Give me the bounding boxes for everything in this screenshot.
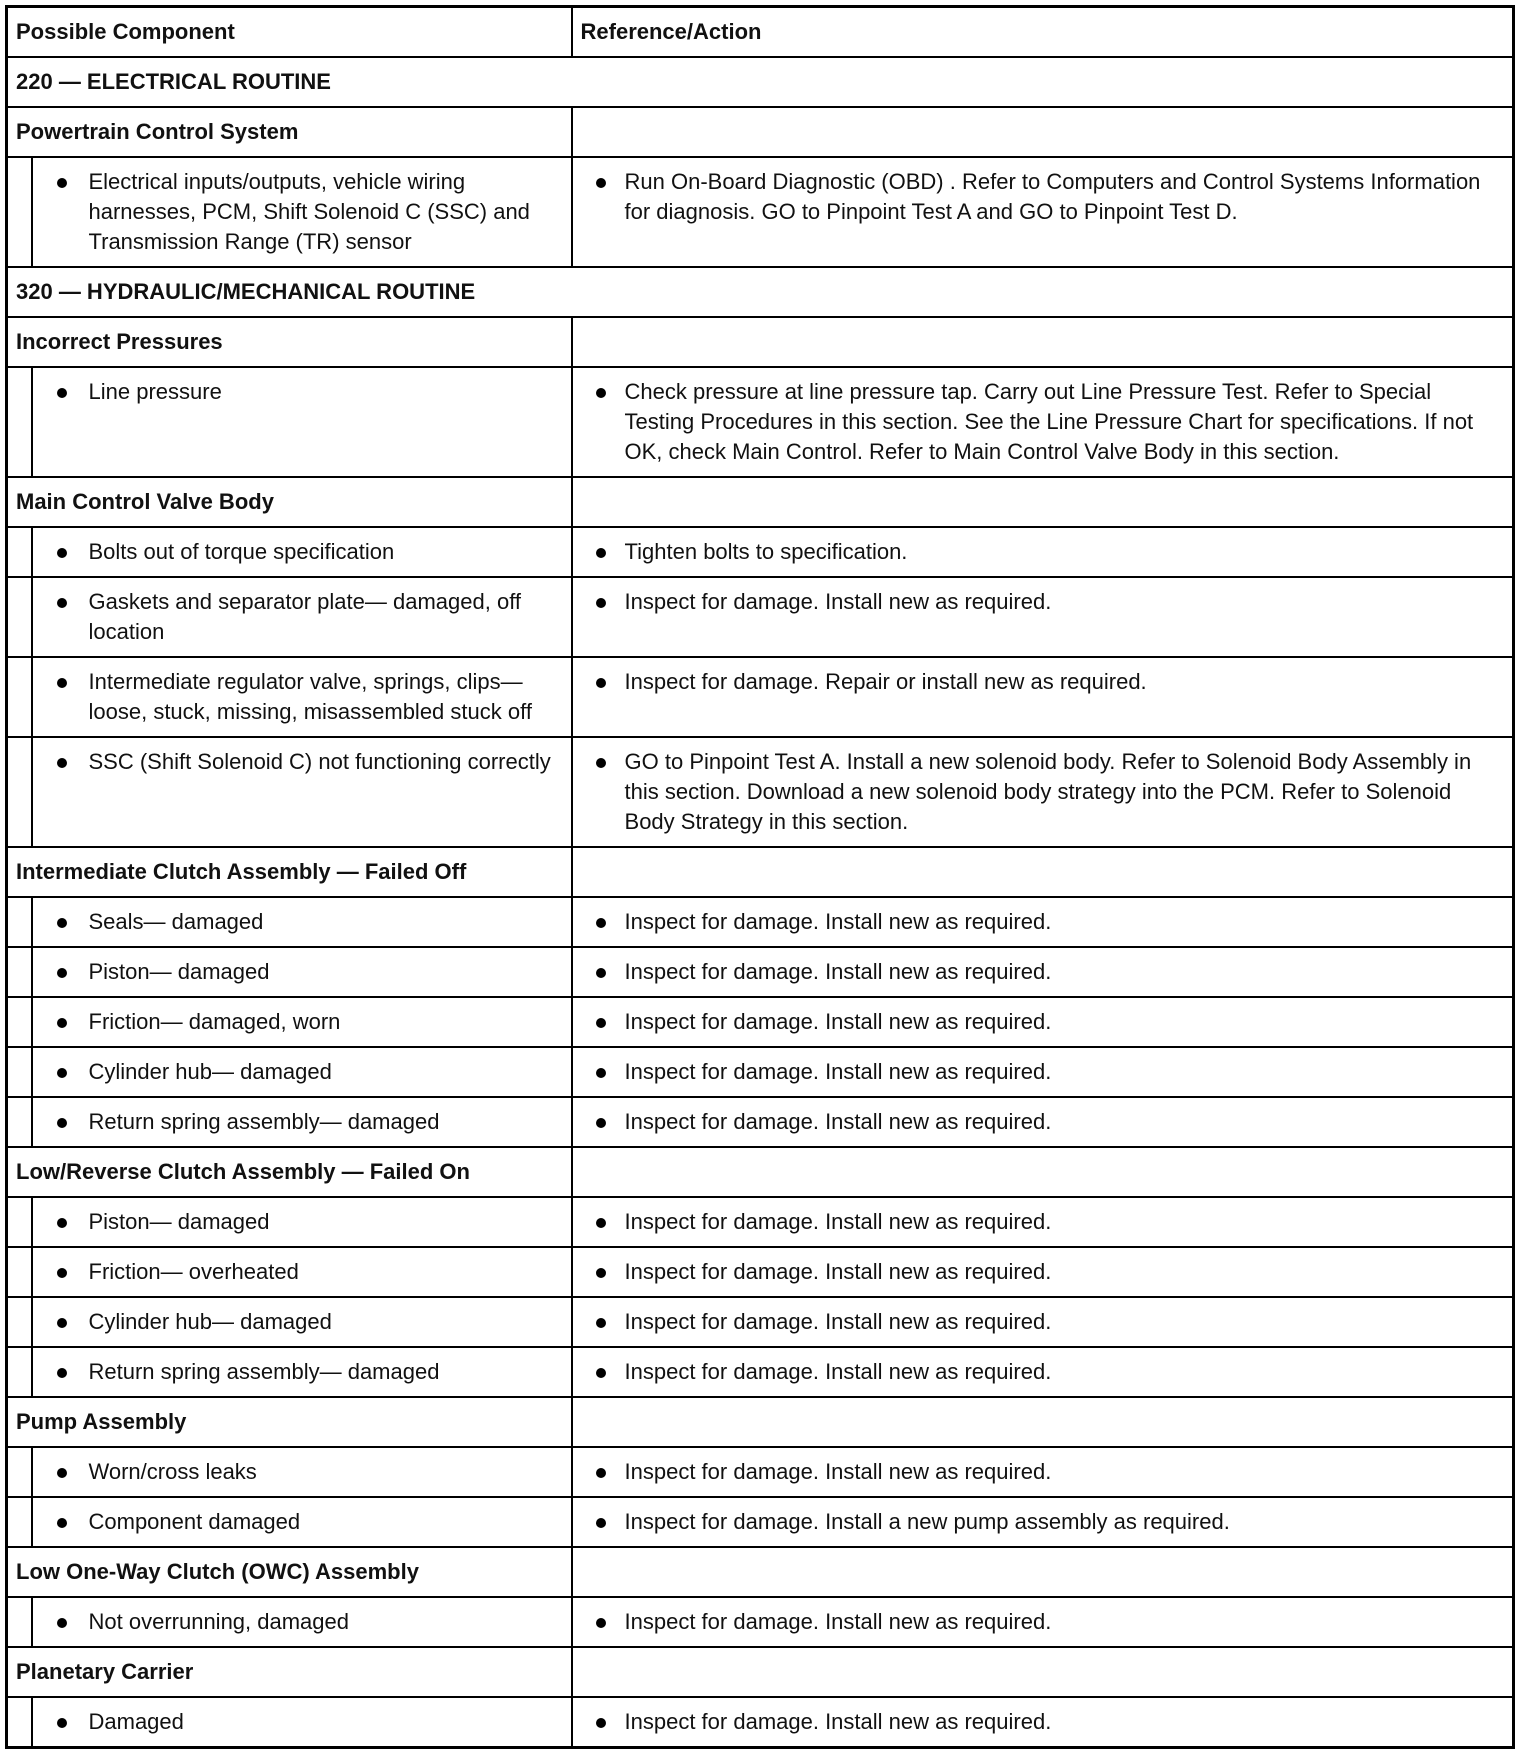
empty-cell [572, 1647, 1514, 1697]
component-group-title: Pump Assembly [7, 1397, 572, 1447]
action-cell [572, 527, 1514, 577]
table-row-group [7, 107, 1514, 157]
bullet-text: Inspect for damage. Install new as required. [624, 1709, 1052, 1734]
table-row-item [7, 1597, 1514, 1647]
table-row-item [7, 1247, 1514, 1297]
bullet-text: Inspect for damage. Install new as required. [624, 909, 1052, 934]
component-group-title: Main Control Valve Body [7, 477, 572, 527]
component-group-title: Intermediate Clutch Assembly — Failed Off [7, 847, 572, 897]
bullet-item [41, 587, 563, 647]
bullet-text: Inspect for damage. Install new as required. [624, 1009, 1052, 1034]
empty-cell [572, 317, 1514, 367]
component-cell [32, 1047, 572, 1097]
indent-cell [7, 997, 32, 1047]
indent-cell [7, 1497, 32, 1547]
component-cell [32, 947, 572, 997]
bullet-icon [57, 1468, 67, 1478]
table-row-group [7, 1547, 1514, 1597]
component-cell [32, 1497, 572, 1547]
table-row-item [7, 1097, 1514, 1147]
bullet-text: Line pressure [88, 379, 222, 404]
bullet-icon [596, 1718, 606, 1728]
indent-cell [7, 1447, 32, 1497]
bullet-item [581, 1607, 1504, 1637]
table-row-item [7, 157, 1514, 267]
action-cell [572, 947, 1514, 997]
bullet-text: Inspect for damage. Install new as required. [624, 1209, 1052, 1234]
component-cell [32, 1347, 572, 1397]
table-body [7, 57, 1514, 1748]
indent-cell [7, 947, 32, 997]
bullet-text: SSC (Shift Solenoid C) not functioning correctly [88, 749, 551, 774]
action-cell [572, 1047, 1514, 1097]
bullet-icon [57, 918, 67, 928]
bullet-item [41, 1207, 563, 1237]
bullet-item [581, 1057, 1504, 1087]
bullet-item [581, 1107, 1504, 1137]
bullet-icon [596, 1218, 606, 1228]
component-cell [32, 1097, 572, 1147]
indent-cell [7, 737, 32, 847]
action-cell [572, 577, 1514, 657]
table-row-item [7, 1697, 1514, 1748]
bullet-item [41, 1707, 563, 1737]
indent-cell [7, 577, 32, 657]
bullet-text: Damaged [88, 1709, 184, 1734]
bullet-icon [596, 1118, 606, 1128]
bullet-text: Inspect for damage. Install new as required. [624, 1309, 1052, 1334]
empty-cell [572, 847, 1514, 897]
indent-cell [7, 1047, 32, 1097]
bullet-item [581, 167, 1504, 227]
bullet-text: Cylinder hub— damaged [88, 1309, 332, 1334]
indent-cell [7, 1597, 32, 1647]
action-cell [572, 1697, 1514, 1748]
table-row-item [7, 1347, 1514, 1397]
bullet-icon [57, 388, 67, 398]
component-cell [32, 527, 572, 577]
action-cell [572, 157, 1514, 267]
table-row-item [7, 1047, 1514, 1097]
table-row-group [7, 1647, 1514, 1697]
bullet-item [581, 1307, 1504, 1337]
bullet-text: Inspect for damage. Install new as required. [624, 959, 1052, 984]
bullet-item [41, 167, 563, 257]
table-row-item [7, 1497, 1514, 1547]
bullet-icon [596, 918, 606, 928]
table-row-item [7, 947, 1514, 997]
bullet-item [581, 1707, 1504, 1737]
bullet-item [41, 1507, 563, 1537]
bullet-text: Inspect for damage. Install new as required. [624, 589, 1052, 614]
bullet-icon [596, 1318, 606, 1328]
component-cell [32, 157, 572, 267]
bullet-text: Return spring assembly— damaged [88, 1359, 440, 1384]
bullet-text: Inspect for damage. Install new as required. [624, 1359, 1052, 1384]
component-cell [32, 1247, 572, 1297]
bullet-icon [57, 968, 67, 978]
action-cell [572, 1497, 1514, 1547]
component-cell [32, 657, 572, 737]
table-row-item [7, 1197, 1514, 1247]
indent-cell [7, 1197, 32, 1247]
bullet-text: Return spring assembly— damaged [88, 1109, 440, 1134]
indent-cell [7, 1247, 32, 1297]
bullet-text: Check pressure at line pressure tap. Carry out Line Pressure Test. Refer to Special Testing Procedures in this section. See the Line Pressure Chart for specifications. If not OK, check Main Control. Refer to Main Control Valve Body in this section. [624, 379, 1474, 464]
table-row-section [7, 57, 1514, 107]
bullet-icon [596, 1018, 606, 1028]
table-row-item [7, 577, 1514, 657]
bullet-item [581, 747, 1504, 837]
bullet-text: Tighten bolts to specification. [624, 539, 908, 564]
bullet-item [41, 1007, 563, 1037]
bullet-icon [57, 1318, 67, 1328]
action-cell [572, 1597, 1514, 1647]
indent-cell [7, 157, 32, 267]
bullet-item [41, 1457, 563, 1487]
action-cell [572, 737, 1514, 847]
bullet-item [41, 957, 563, 987]
empty-cell [572, 477, 1514, 527]
bullet-icon [57, 1268, 67, 1278]
bullet-icon [57, 1018, 67, 1028]
bullet-icon [57, 758, 67, 768]
empty-cell [572, 107, 1514, 157]
bullet-icon [57, 1368, 67, 1378]
bullet-item [581, 1007, 1504, 1037]
bullet-item [41, 1057, 563, 1087]
empty-cell [572, 1547, 1514, 1597]
indent-cell [7, 1697, 32, 1748]
bullet-text: Inspect for damage. Install new as required. [624, 1459, 1052, 1484]
bullet-text: Inspect for damage. Install new as required. [624, 1109, 1052, 1134]
bullet-text: Inspect for damage. Install new as required. [624, 1609, 1052, 1634]
bullet-text: Friction— damaged, worn [88, 1009, 341, 1034]
bullet-text: Friction— overheated [88, 1259, 299, 1284]
bullet-icon [57, 1118, 67, 1128]
header-reference-action: Reference/Action [572, 7, 1514, 58]
table-row-group [7, 847, 1514, 897]
bullet-icon [57, 1718, 67, 1728]
bullet-text: Inspect for damage. Install new as required. [624, 1059, 1052, 1084]
bullet-item [41, 1357, 563, 1387]
bullet-text: Cylinder hub— damaged [88, 1059, 332, 1084]
action-cell [572, 1447, 1514, 1497]
header-possible-component: Possible Component [7, 7, 572, 58]
component-group-title: Incorrect Pressures [7, 317, 572, 367]
bullet-icon [57, 178, 67, 188]
bullet-icon [57, 1218, 67, 1228]
bullet-item [41, 747, 563, 777]
table-row-group [7, 477, 1514, 527]
table-row-item [7, 367, 1514, 477]
indent-cell [7, 1347, 32, 1397]
bullet-item [41, 377, 563, 407]
component-cell [32, 737, 572, 847]
diagnosis-table [5, 5, 1515, 1749]
action-cell [572, 1347, 1514, 1397]
action-cell [572, 1097, 1514, 1147]
indent-cell [7, 897, 32, 947]
table-row-group [7, 317, 1514, 367]
bullet-icon [57, 1068, 67, 1078]
empty-cell [572, 1147, 1514, 1197]
bullet-item [581, 907, 1504, 937]
bullet-item [581, 667, 1504, 697]
bullet-icon [596, 968, 606, 978]
bullet-icon [596, 598, 606, 608]
component-cell [32, 1597, 572, 1647]
bullet-text: GO to Pinpoint Test A. Install a new solenoid body. Refer to Solenoid Body Assembly in this section. Download a new solenoid body strategy into the PCM. Refer to Solenoid Body Strategy in this section. [624, 749, 1472, 834]
bullet-text: Inspect for damage. Install a new pump assembly as required. [624, 1509, 1230, 1534]
bullet-text: Component damaged [88, 1509, 301, 1534]
bullet-text: Run On-Board Diagnostic (OBD) . Refer to Computers and Control Systems Information for diagnosis. GO to Pinpoint Test A and GO to Pinpoint Test D. [624, 169, 1481, 224]
bullet-item [41, 1307, 563, 1337]
indent-cell [7, 367, 32, 477]
bullet-icon [596, 178, 606, 188]
bullet-icon [596, 548, 606, 558]
table-row-item [7, 897, 1514, 947]
action-cell [572, 1297, 1514, 1347]
component-cell [32, 367, 572, 477]
table-row-section [7, 267, 1514, 317]
bullet-icon [57, 548, 67, 558]
bullet-icon [596, 1268, 606, 1278]
bullet-text: Inspect for damage. Install new as required. [624, 1259, 1052, 1284]
indent-cell [7, 1097, 32, 1147]
bullet-text: Bolts out of torque specification [88, 539, 395, 564]
bullet-item [41, 537, 563, 567]
bullet-icon [596, 1618, 606, 1628]
bullet-icon [596, 1368, 606, 1378]
section-heading: 220 — ELECTRICAL ROUTINE [7, 57, 1514, 107]
table-row-item [7, 657, 1514, 737]
action-cell [572, 897, 1514, 947]
component-cell [32, 1197, 572, 1247]
bullet-item [41, 1607, 563, 1637]
bullet-item [41, 1257, 563, 1287]
bullet-icon [57, 678, 67, 688]
component-cell [32, 1697, 572, 1748]
bullet-icon [596, 678, 606, 688]
bullet-item [581, 377, 1504, 467]
bullet-item [581, 1357, 1504, 1387]
bullet-icon [596, 1518, 606, 1528]
section-heading: 320 — HYDRAULIC/MECHANICAL ROUTINE [7, 267, 1514, 317]
action-cell [572, 657, 1514, 737]
action-cell [572, 1197, 1514, 1247]
bullet-icon [596, 1068, 606, 1078]
component-cell [32, 1447, 572, 1497]
bullet-text: Worn/cross leaks [88, 1459, 257, 1484]
table-header-row [7, 7, 1514, 58]
bullet-icon [57, 598, 67, 608]
bullet-icon [596, 388, 606, 398]
indent-cell [7, 657, 32, 737]
table-row-group [7, 1397, 1514, 1447]
bullet-item [581, 1257, 1504, 1287]
component-group-title: Low One-Way Clutch (OWC) Assembly [7, 1547, 572, 1597]
bullet-text: Piston— damaged [88, 959, 270, 984]
component-cell [32, 997, 572, 1047]
bullet-icon [596, 1468, 606, 1478]
bullet-item [581, 1207, 1504, 1237]
table-row-item [7, 1447, 1514, 1497]
component-group-title: Low/Reverse Clutch Assembly — Failed On [7, 1147, 572, 1197]
table-row-item [7, 737, 1514, 847]
bullet-item [41, 907, 563, 937]
empty-cell [572, 1397, 1514, 1447]
bullet-icon [57, 1518, 67, 1528]
bullet-icon [596, 758, 606, 768]
component-cell [32, 577, 572, 657]
bullet-icon [57, 1618, 67, 1628]
bullet-text: Intermediate regulator valve, springs, clips— loose, stuck, missing, misassembled stuck off [88, 669, 532, 724]
bullet-item [41, 667, 563, 727]
bullet-item [581, 537, 1504, 567]
action-cell [572, 367, 1514, 477]
table-row-item [7, 1297, 1514, 1347]
bullet-item [41, 1107, 563, 1137]
bullet-item [581, 1457, 1504, 1487]
action-cell [572, 997, 1514, 1047]
bullet-item [581, 587, 1504, 617]
component-group-title: Planetary Carrier [7, 1647, 572, 1697]
indent-cell [7, 527, 32, 577]
indent-cell [7, 1297, 32, 1347]
table-row-group [7, 1147, 1514, 1197]
bullet-item [581, 957, 1504, 987]
component-group-title: Powertrain Control System [7, 107, 572, 157]
bullet-text: Electrical inputs/outputs, vehicle wiring harnesses, PCM, Shift Solenoid C (SSC) and Transmission Range (TR) sensor [88, 169, 530, 254]
component-cell [32, 1297, 572, 1347]
bullet-text: Not overrunning, damaged [88, 1609, 349, 1634]
bullet-text: Inspect for damage. Repair or install new as required. [624, 669, 1147, 694]
bullet-text: Seals— damaged [88, 909, 264, 934]
table-row-item [7, 997, 1514, 1047]
component-cell [32, 897, 572, 947]
bullet-text: Piston— damaged [88, 1209, 270, 1234]
bullet-text: Gaskets and separator plate— damaged, off location [88, 589, 522, 644]
table-row-item [7, 527, 1514, 577]
bullet-item [581, 1507, 1504, 1537]
action-cell [572, 1247, 1514, 1297]
